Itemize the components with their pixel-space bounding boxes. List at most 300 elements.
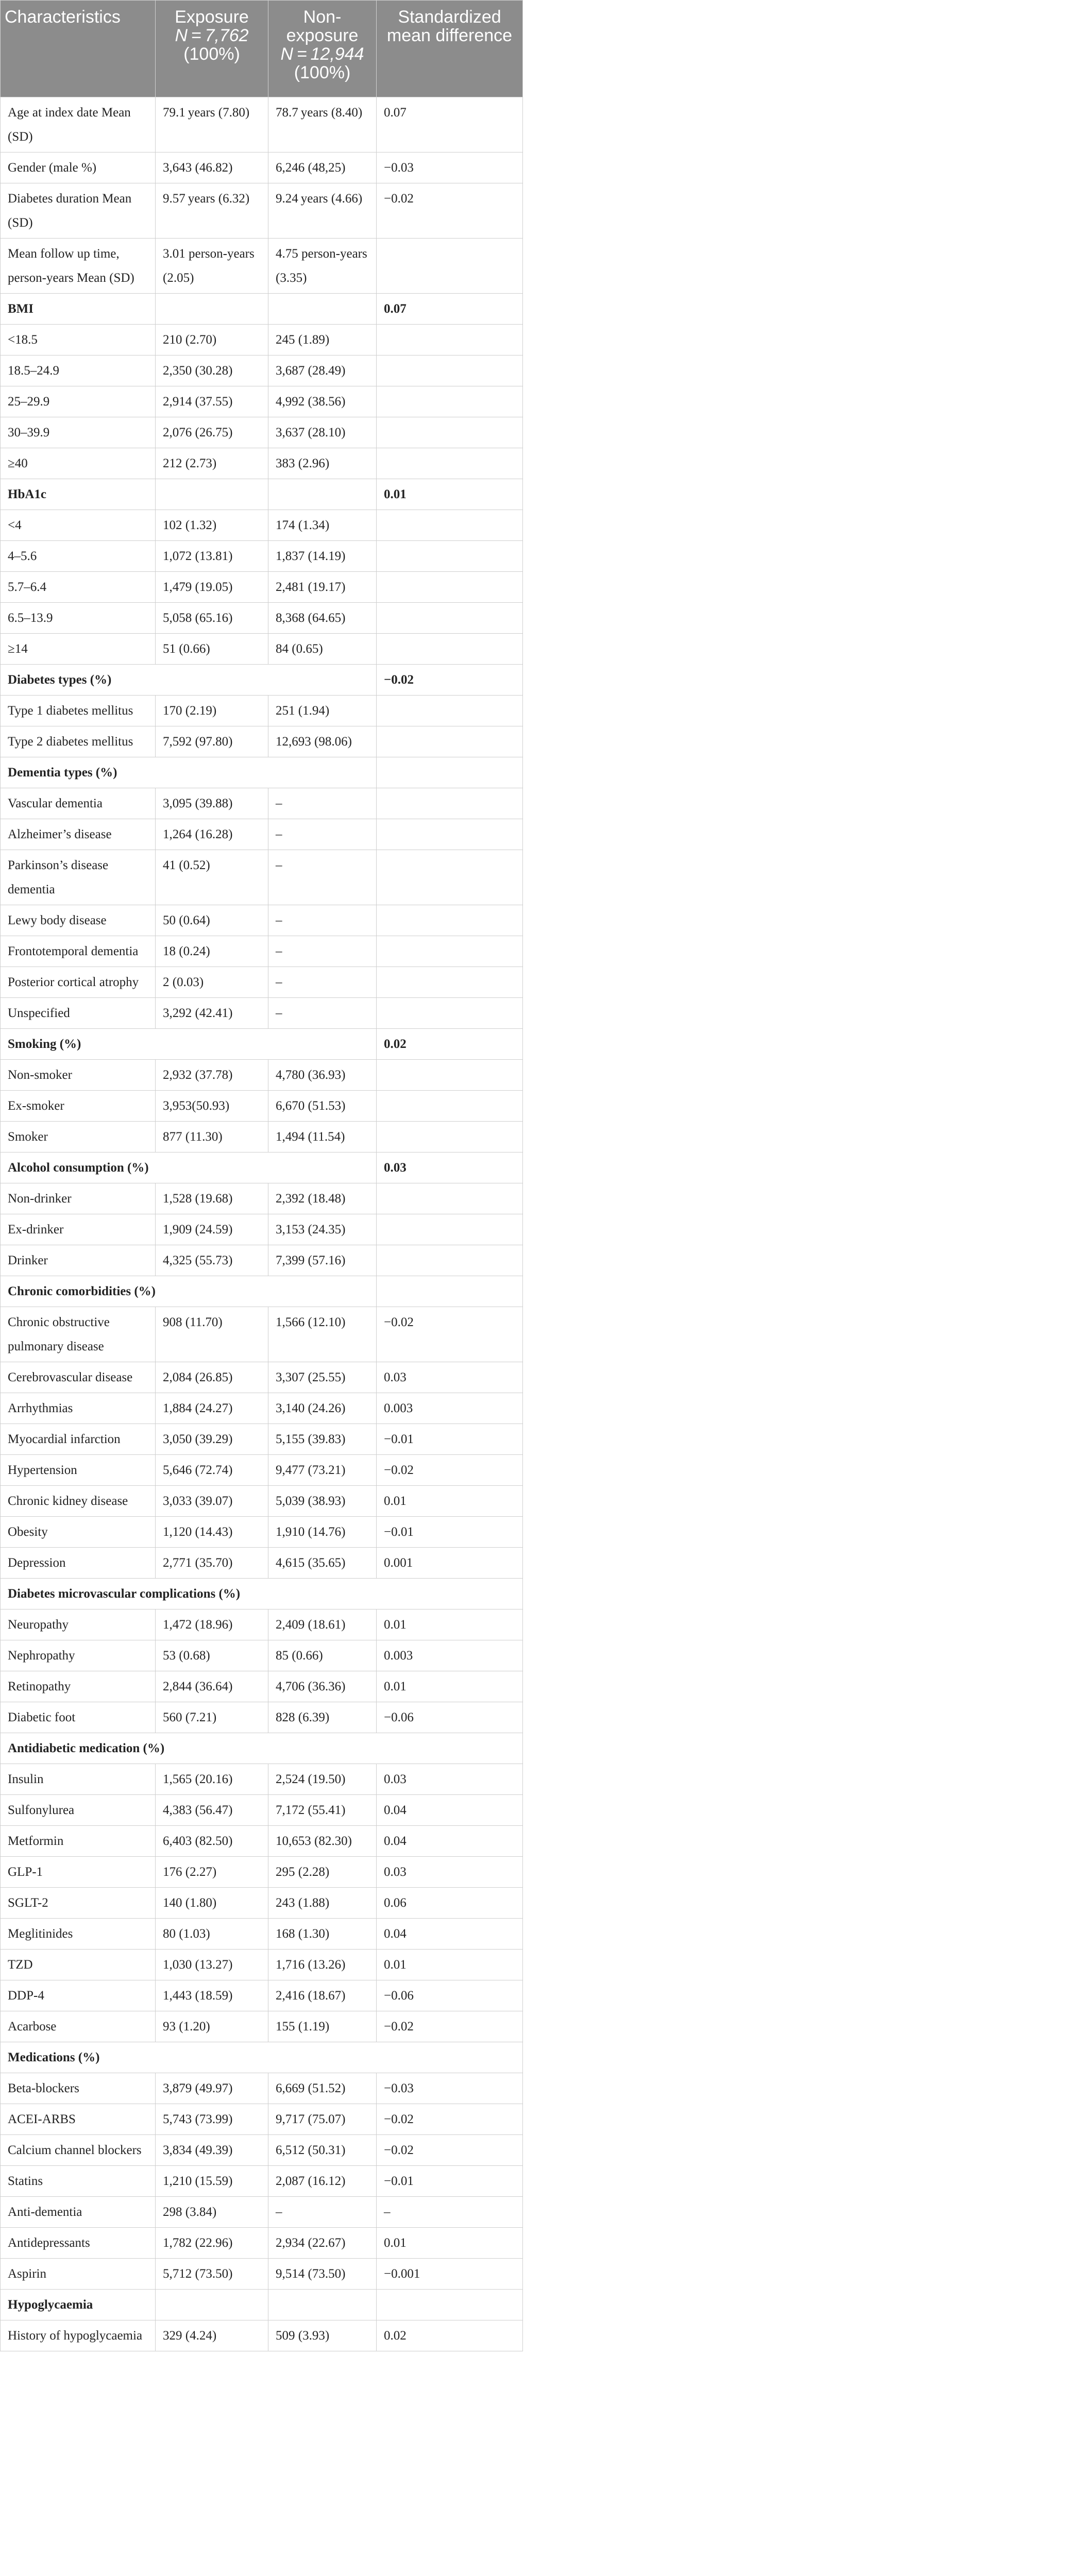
characteristic-cell: Depression [1,1548,156,1579]
table-row [1,819,523,850]
nonexposure-cell: 2,087 (16.12) [268,2166,377,2197]
exposure-cell: 1,884 (24.27) [156,1393,268,1424]
characteristic-cell: Retinopathy [1,1671,156,1702]
table-row [1,1455,523,1486]
section-label: HbA1c [1,479,156,510]
nonexposure-cell [268,294,377,325]
smd-cell [377,905,523,936]
nonexposure-cell: 383 (2.96) [268,448,377,479]
smd-cell [377,603,523,634]
table-row [1,936,523,967]
nonexposure-cell: 3,637 (28.10) [268,417,377,448]
smd-cell [377,726,523,757]
nonexposure-cell: 2,524 (19.50) [268,1764,377,1795]
exposure-cell: 1,782 (22.96) [156,2228,268,2259]
section-label: Alcohol consumption (%) [1,1153,377,1183]
table-row [1,1857,523,1888]
smd-cell: – [377,2197,523,2228]
exposure-cell: 7,592 (97.80) [156,726,268,757]
nonexposure-cell: 3,687 (28.49) [268,355,377,386]
header-smd-label: Standardized mean difference [386,7,513,45]
section-label: Chronic comorbidities (%) [1,1276,377,1307]
characteristic-cell: 6.5–13.9 [1,603,156,634]
table-row [1,634,523,665]
table-row [1,1795,523,1826]
nonexposure-cell: 243 (1.88) [268,1888,377,1919]
smd-cell [377,386,523,417]
smd-cell [377,1060,523,1091]
characteristic-cell: Type 2 diabetes mellitus [1,726,156,757]
characteristic-cell: Acarbose [1,2011,156,2042]
section-row [1,757,523,788]
smd-cell [377,325,523,355]
nonexposure-cell: 84 (0.65) [268,634,377,665]
table-row [1,2166,523,2197]
characteristic-cell: Beta-blockers [1,2073,156,2104]
table-row [1,541,523,572]
table-row [1,152,523,183]
smd-cell [377,1091,523,1122]
smd-cell: 0.01 [377,2228,523,2259]
nonexposure-cell: 251 (1.94) [268,696,377,726]
table-row [1,696,523,726]
table-row [1,1609,523,1640]
nonexposure-cell: 2,481 (19.17) [268,572,377,603]
exposure-cell: 3,095 (39.88) [156,788,268,819]
table-row [1,97,523,152]
characteristic-cell: <4 [1,510,156,541]
characteristic-cell: Chronic kidney disease [1,1486,156,1517]
characteristic-cell: 5.7–6.4 [1,572,156,603]
table-row [1,726,523,757]
exposure-cell: 298 (3.84) [156,2197,268,2228]
section-row [1,1579,523,1609]
smd-cell [377,1276,523,1307]
exposure-cell: 5,712 (73.50) [156,2259,268,2290]
table-row [1,1702,523,1733]
characteristic-cell: Diabetes duration Mean (SD) [1,183,156,239]
characteristic-cell: 30–39.9 [1,417,156,448]
table-row [1,2197,523,2228]
nonexposure-cell [268,479,377,510]
nonexposure-cell: – [268,2197,377,2228]
smd-cell: 0.04 [377,1826,523,1857]
nonexposure-cell: 2,409 (18.61) [268,1609,377,1640]
table-row [1,1548,523,1579]
smd-cell: 0.03 [377,1362,523,1393]
characteristic-cell: Frontotemporal dementia [1,936,156,967]
exposure-cell: 1,472 (18.96) [156,1609,268,1640]
smd-cell: 0.04 [377,1919,523,1950]
exposure-cell: 1,443 (18.59) [156,1980,268,2011]
exposure-cell: 1,565 (20.16) [156,1764,268,1795]
characteristic-cell: Anti-dementia [1,2197,156,2228]
table-row [1,1671,523,1702]
nonexposure-cell: 78.7 years (8.40) [268,97,377,152]
smd-cell: 0.01 [377,1609,523,1640]
nonexposure-cell: 174 (1.34) [268,510,377,541]
exposure-cell: 877 (11.30) [156,1122,268,1153]
exposure-cell: 1,528 (19.68) [156,1183,268,1214]
characteristic-cell: Nephropathy [1,1640,156,1671]
smd-cell: 0.02 [377,2320,523,2351]
characteristic-cell: Type 1 diabetes mellitus [1,696,156,726]
nonexposure-cell: 1,566 (12.10) [268,1307,377,1362]
exposure-cell: 6,403 (82.50) [156,1826,268,1857]
smd-cell: 0.07 [377,97,523,152]
characteristic-cell: Sulfonylurea [1,1795,156,1826]
smd-cell [377,998,523,1029]
header-nonexposure [268,1,377,97]
characteristic-cell: 25–29.9 [1,386,156,417]
nonexposure-cell: 10,653 (82.30) [268,1826,377,1857]
smd-cell: −0.03 [377,2073,523,2104]
exposure-cell: 2,076 (26.75) [156,417,268,448]
nonexposure-cell: 1,837 (14.19) [268,541,377,572]
nonexposure-cell: 2,934 (22.67) [268,2228,377,2259]
smd-cell [377,417,523,448]
table-row [1,2011,523,2042]
smd-cell: 0.01 [377,479,523,510]
nonexposure-cell: – [268,998,377,1029]
smd-cell [377,1122,523,1153]
table-row [1,239,523,294]
smd-cell [377,1214,523,1245]
exposure-cell: 5,058 (65.16) [156,603,268,634]
exposure-cell [156,294,268,325]
header-smd [377,1,523,97]
table-row [1,1919,523,1950]
table-row [1,2073,523,2104]
nonexposure-cell: 8,368 (64.65) [268,603,377,634]
smd-cell: 0.03 [377,1764,523,1795]
section-row [1,294,523,325]
characteristic-cell: Vascular dementia [1,788,156,819]
nonexposure-cell: 245 (1.89) [268,325,377,355]
exposure-cell: 140 (1.80) [156,1888,268,1919]
smd-cell: −0.06 [377,1980,523,2011]
exposure-cell: 210 (2.70) [156,325,268,355]
table-row [1,2259,523,2290]
characteristic-cell: Ex-smoker [1,1091,156,1122]
section-row [1,1733,523,1764]
nonexposure-cell: 9.24 years (4.66) [268,183,377,239]
characteristic-cell: 4–5.6 [1,541,156,572]
exposure-cell: 5,646 (72.74) [156,1455,268,1486]
table-row [1,1122,523,1153]
section-label: Medications (%) [1,2042,523,2073]
characteristic-cell: ≥14 [1,634,156,665]
characteristics-table-container [0,0,522,2351]
exposure-cell: 93 (1.20) [156,2011,268,2042]
characteristic-cell: ≥40 [1,448,156,479]
smd-cell [377,788,523,819]
smd-cell: −0.02 [377,1455,523,1486]
table-row [1,1214,523,1245]
smd-cell: −0.01 [377,2166,523,2197]
exposure-cell: 18 (0.24) [156,936,268,967]
smd-cell [377,757,523,788]
characteristic-cell: GLP-1 [1,1857,156,1888]
exposure-cell: 1,479 (19.05) [156,572,268,603]
characteristic-cell: ACEI-ARBS [1,2104,156,2135]
table-row [1,183,523,239]
smd-cell: −0.01 [377,1424,523,1455]
exposure-cell: 560 (7.21) [156,1702,268,1733]
exposure-cell: 1,072 (13.81) [156,541,268,572]
table-row [1,967,523,998]
section-row [1,2042,523,2073]
nonexposure-cell: 9,477 (73.21) [268,1455,377,1486]
nonexposure-cell: 828 (6.39) [268,1702,377,1733]
nonexposure-cell: 6,246 (48,25) [268,152,377,183]
exposure-cell: 4,325 (55.73) [156,1245,268,1276]
characteristic-cell: SGLT-2 [1,1888,156,1919]
nonexposure-cell: 85 (0.66) [268,1640,377,1671]
exposure-cell: 3,643 (46.82) [156,152,268,183]
section-row [1,1153,523,1183]
section-label: Dementia types (%) [1,757,377,788]
characteristic-cell: Neuropathy [1,1609,156,1640]
table-row [1,2320,523,2351]
nonexposure-cell: 9,717 (75.07) [268,2104,377,2135]
characteristic-cell: Aspirin [1,2259,156,2290]
characteristic-cell: Metformin [1,1826,156,1857]
smd-cell: −0.001 [377,2259,523,2290]
smd-cell [377,850,523,905]
characteristic-cell: Age at index date Mean (SD) [1,97,156,152]
smd-cell: 0.02 [377,1029,523,1060]
smd-cell [377,696,523,726]
exposure-cell: 2,771 (35.70) [156,1548,268,1579]
table-row [1,325,523,355]
characteristic-cell: 18.5–24.9 [1,355,156,386]
table-row [1,1245,523,1276]
table-row [1,510,523,541]
table-row [1,2228,523,2259]
characteristic-cell: DDP-4 [1,1980,156,2011]
exposure-cell: 2,914 (37.55) [156,386,268,417]
exposure-cell: 51 (0.66) [156,634,268,665]
smd-cell [377,634,523,665]
characteristic-cell: Cerebrovascular disease [1,1362,156,1393]
nonexposure-cell: 1,716 (13.26) [268,1950,377,1980]
nonexposure-cell: 168 (1.30) [268,1919,377,1950]
exposure-cell: 212 (2.73) [156,448,268,479]
table-row [1,572,523,603]
nonexposure-cell: 509 (3.93) [268,2320,377,2351]
header-exposure [156,1,268,97]
exposure-cell: 2 (0.03) [156,967,268,998]
header-nonexposure-label: Non-exposure [286,7,359,45]
table-row [1,603,523,634]
nonexposure-cell: 6,512 (50.31) [268,2135,377,2166]
section-label: Antidiabetic medication (%) [1,1733,523,1764]
nonexposure-cell: 3,140 (24.26) [268,1393,377,1424]
characteristic-cell: Hypertension [1,1455,156,1486]
characteristic-cell: Alzheimer’s disease [1,819,156,850]
table-row [1,386,523,417]
section-label: Diabetes types (%) [1,665,377,696]
table-row [1,1424,523,1455]
exposure-cell: 3,879 (49.97) [156,2073,268,2104]
header-exposure-pct: (100%) [183,44,240,64]
nonexposure-cell: 295 (2.28) [268,1857,377,1888]
section-label: Diabetes microvascular complications (%) [1,1579,523,1609]
smd-cell: 0.03 [377,1153,523,1183]
exposure-cell: 2,350 (30.28) [156,355,268,386]
smd-cell: 0.06 [377,1888,523,1919]
smd-cell: −0.06 [377,1702,523,1733]
nonexposure-cell: 3,307 (25.55) [268,1362,377,1393]
smd-cell [377,936,523,967]
nonexposure-cell: 1,910 (14.76) [268,1517,377,1548]
table-row [1,850,523,905]
nonexposure-cell [268,2290,377,2320]
smd-cell [377,1183,523,1214]
characteristic-cell: Antidepressants [1,2228,156,2259]
nonexposure-cell: 9,514 (73.50) [268,2259,377,2290]
nonexposure-cell: 155 (1.19) [268,2011,377,2042]
exposure-cell: 3.01 person-years (2.05) [156,239,268,294]
header-nonexposure-pct: (100%) [294,63,351,82]
nonexposure-cell: 2,392 (18.48) [268,1183,377,1214]
smd-cell [377,2290,523,2320]
table-row [1,2104,523,2135]
exposure-cell: 2,932 (37.78) [156,1060,268,1091]
characteristic-cell: Calcium channel blockers [1,2135,156,2166]
smd-cell: −0.02 [377,2104,523,2135]
characteristic-cell: Diabetic foot [1,1702,156,1733]
section-label: Smoking (%) [1,1029,377,1060]
table-row [1,1826,523,1857]
characteristic-cell: Myocardial infarction [1,1424,156,1455]
table-row [1,788,523,819]
smd-cell [377,541,523,572]
exposure-cell: 1,120 (14.43) [156,1517,268,1548]
characteristic-cell: Unspecified [1,998,156,1029]
characteristic-cell: Non-smoker [1,1060,156,1091]
table-row [1,1183,523,1214]
nonexposure-cell: 4.75 person-years (3.35) [268,239,377,294]
nonexposure-cell: 5,039 (38.93) [268,1486,377,1517]
smd-cell: 0.03 [377,1857,523,1888]
exposure-cell [156,2290,268,2320]
characteristic-cell: History of hypoglycaemia [1,2320,156,2351]
table-row [1,1980,523,2011]
smd-cell: −0.02 [377,2135,523,2166]
exposure-cell: 3,834 (49.39) [156,2135,268,2166]
smd-cell [377,355,523,386]
table-row [1,1888,523,1919]
exposure-cell: 329 (4.24) [156,2320,268,2351]
header-exposure-label: Exposure [175,7,249,27]
smd-cell: 0.01 [377,1671,523,1702]
smd-cell: −0.01 [377,1517,523,1548]
characteristic-cell: Mean follow up time, person-years Mean (SD) [1,239,156,294]
exposure-cell: 170 (2.19) [156,696,268,726]
table-row [1,448,523,479]
nonexposure-cell: 7,399 (57.16) [268,1245,377,1276]
characteristic-cell: Parkinson’s disease dementia [1,850,156,905]
section-label: BMI [1,294,156,325]
smd-cell [377,1245,523,1276]
nonexposure-cell: – [268,788,377,819]
nonexposure-cell: 7,172 (55.41) [268,1795,377,1826]
smd-cell [377,967,523,998]
nonexposure-cell: – [268,850,377,905]
smd-cell: 0.01 [377,1486,523,1517]
characteristic-cell: Posterior cortical atrophy [1,967,156,998]
exposure-cell: 5,743 (73.99) [156,2104,268,2135]
nonexposure-cell: – [268,936,377,967]
table-row [1,355,523,386]
exposure-cell: 176 (2.27) [156,1857,268,1888]
exposure-cell: 1,264 (16.28) [156,819,268,850]
exposure-cell: 3,033 (39.07) [156,1486,268,1517]
nonexposure-cell: 6,670 (51.53) [268,1091,377,1122]
exposure-cell: 3,953(50.93) [156,1091,268,1122]
characteristic-cell: Ex-drinker [1,1214,156,1245]
smd-cell: 0.01 [377,1950,523,1980]
exposure-cell: 2,084 (26.85) [156,1362,268,1393]
characteristic-cell: <18.5 [1,325,156,355]
table-row [1,1307,523,1362]
table-row [1,1486,523,1517]
table-body [1,97,523,2351]
characteristics-table [0,0,523,2351]
nonexposure-cell: 4,992 (38.56) [268,386,377,417]
characteristic-cell: Meglitinides [1,1919,156,1950]
nonexposure-cell: 12,693 (98.06) [268,726,377,757]
smd-cell [377,572,523,603]
exposure-cell: 80 (1.03) [156,1919,268,1950]
smd-cell: −0.02 [377,2011,523,2042]
characteristic-cell: Gender (male %) [1,152,156,183]
header-exposure-n: N = 7,762 [175,26,249,45]
section-row [1,479,523,510]
smd-cell [377,239,523,294]
table-row [1,417,523,448]
smd-cell: −0.02 [377,1307,523,1362]
nonexposure-cell: 5,155 (39.83) [268,1424,377,1455]
nonexposure-cell: 3,153 (24.35) [268,1214,377,1245]
table-row [1,1393,523,1424]
header-characteristics [1,1,156,97]
characteristic-cell: Insulin [1,1764,156,1795]
smd-cell: 0.003 [377,1393,523,1424]
nonexposure-cell: 2,416 (18.67) [268,1980,377,2011]
characteristic-cell: Lewy body disease [1,905,156,936]
table-row [1,1060,523,1091]
exposure-cell [156,479,268,510]
smd-cell [377,448,523,479]
exposure-cell: 1,030 (13.27) [156,1950,268,1980]
table-row [1,998,523,1029]
exposure-cell: 53 (0.68) [156,1640,268,1671]
table-row [1,1362,523,1393]
nonexposure-cell: – [268,819,377,850]
exposure-cell: 1,210 (15.59) [156,2166,268,2197]
smd-cell: 0.001 [377,1548,523,1579]
table-row [1,905,523,936]
smd-cell [377,510,523,541]
exposure-cell: 908 (11.70) [156,1307,268,1362]
smd-cell: −0.03 [377,152,523,183]
nonexposure-cell: 4,615 (35.65) [268,1548,377,1579]
exposure-cell: 3,050 (39.29) [156,1424,268,1455]
exposure-cell: 2,844 (36.64) [156,1671,268,1702]
